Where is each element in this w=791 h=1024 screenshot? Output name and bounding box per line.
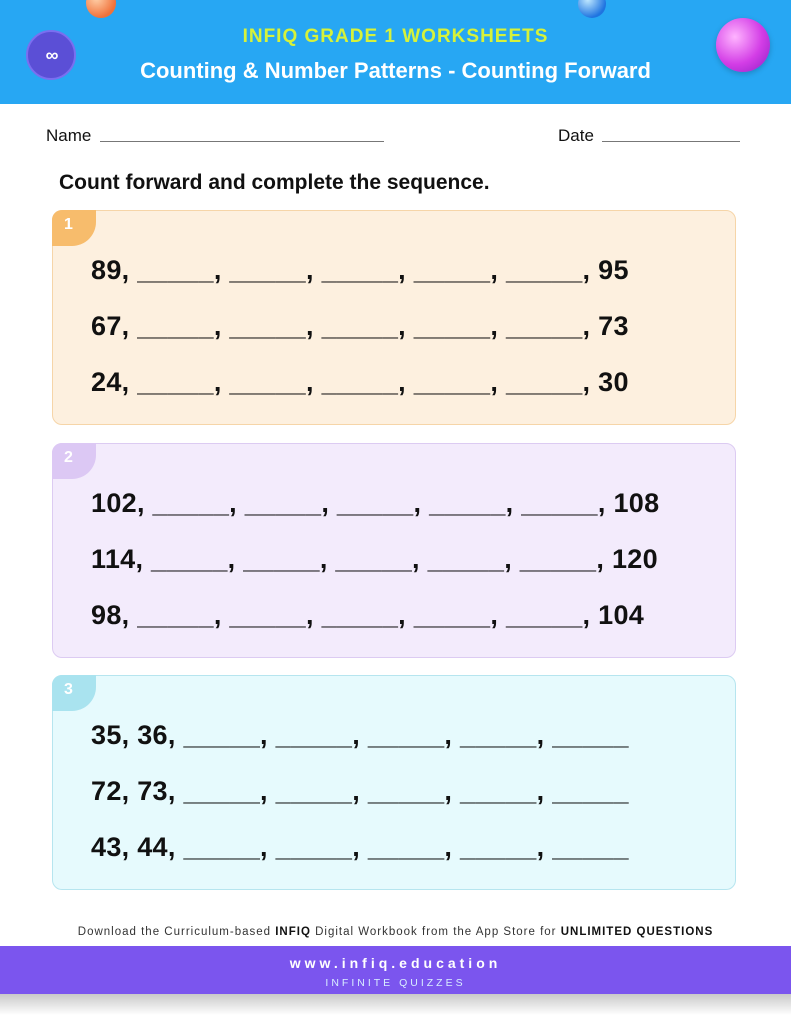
footer-url-link[interactable]: www.infiq.education — [289, 955, 502, 971]
sequence-row: 98, _____, _____, _____, _____, _____, 104 — [91, 600, 645, 630]
decorative-ball-orange — [86, 0, 116, 18]
sequence-row: 102, _____, _____, _____, _____, _____, 108 — [91, 488, 660, 518]
page-title: Counting & Number Patterns - Counting Forward — [140, 58, 651, 83]
footer-tagline: INFINITE QUIZZES — [325, 977, 466, 989]
decorative-ball-blue — [578, 0, 606, 18]
sequence-row: 72, 73, _____, _____, _____, _____, _____ — [91, 776, 629, 806]
date-label: Date — [558, 126, 594, 145]
exercise-section-2 — [52, 443, 736, 658]
name-label: Name — [46, 126, 92, 145]
promo-brand: INFIQ — [275, 926, 311, 938]
date-line — [602, 141, 740, 142]
instruction-text: Count forward and complete the sequence. — [59, 171, 490, 194]
promo-middle: Digital Workbook from the App Store for — [310, 926, 561, 938]
promo-prefix: Download the Curriculum-based — [77, 926, 276, 938]
section-number-badge: 2 — [52, 443, 96, 479]
logo-glyph: ∞ — [45, 44, 57, 65]
footer-banner — [0, 946, 791, 994]
section-number-badge: 3 — [52, 675, 96, 711]
name-line — [100, 141, 384, 142]
promo-highlight: UNLIMITED QUESTIONS — [560, 926, 714, 938]
page-bottom-shadow — [0, 994, 791, 1024]
sequence-row: 114, _____, _____, _____, _____, _____, 120 — [91, 544, 658, 574]
sequence-row: 67, _____, _____, _____, _____, _____, 73 — [91, 311, 629, 341]
section-number-badge: 1 — [52, 210, 96, 246]
exercise-section-3 — [52, 675, 736, 890]
sequence-row: 43, 44, _____, _____, _____, _____, _____ — [91, 832, 629, 862]
sequence-row: 24, _____, _____, _____, _____, _____, 30 — [91, 367, 629, 397]
promo-text — [0, 926, 791, 938]
sequence-row: 35, 36, _____, _____, _____, _____, _____ — [91, 720, 629, 750]
sequence-row: 89, _____, _____, _____, _____, _____, 95 — [91, 255, 629, 285]
exercise-section-1 — [52, 210, 736, 425]
header-kicker: INFIQ GRADE 1 WORKSHEETS — [242, 26, 549, 47]
worksheet-header — [0, 0, 791, 104]
